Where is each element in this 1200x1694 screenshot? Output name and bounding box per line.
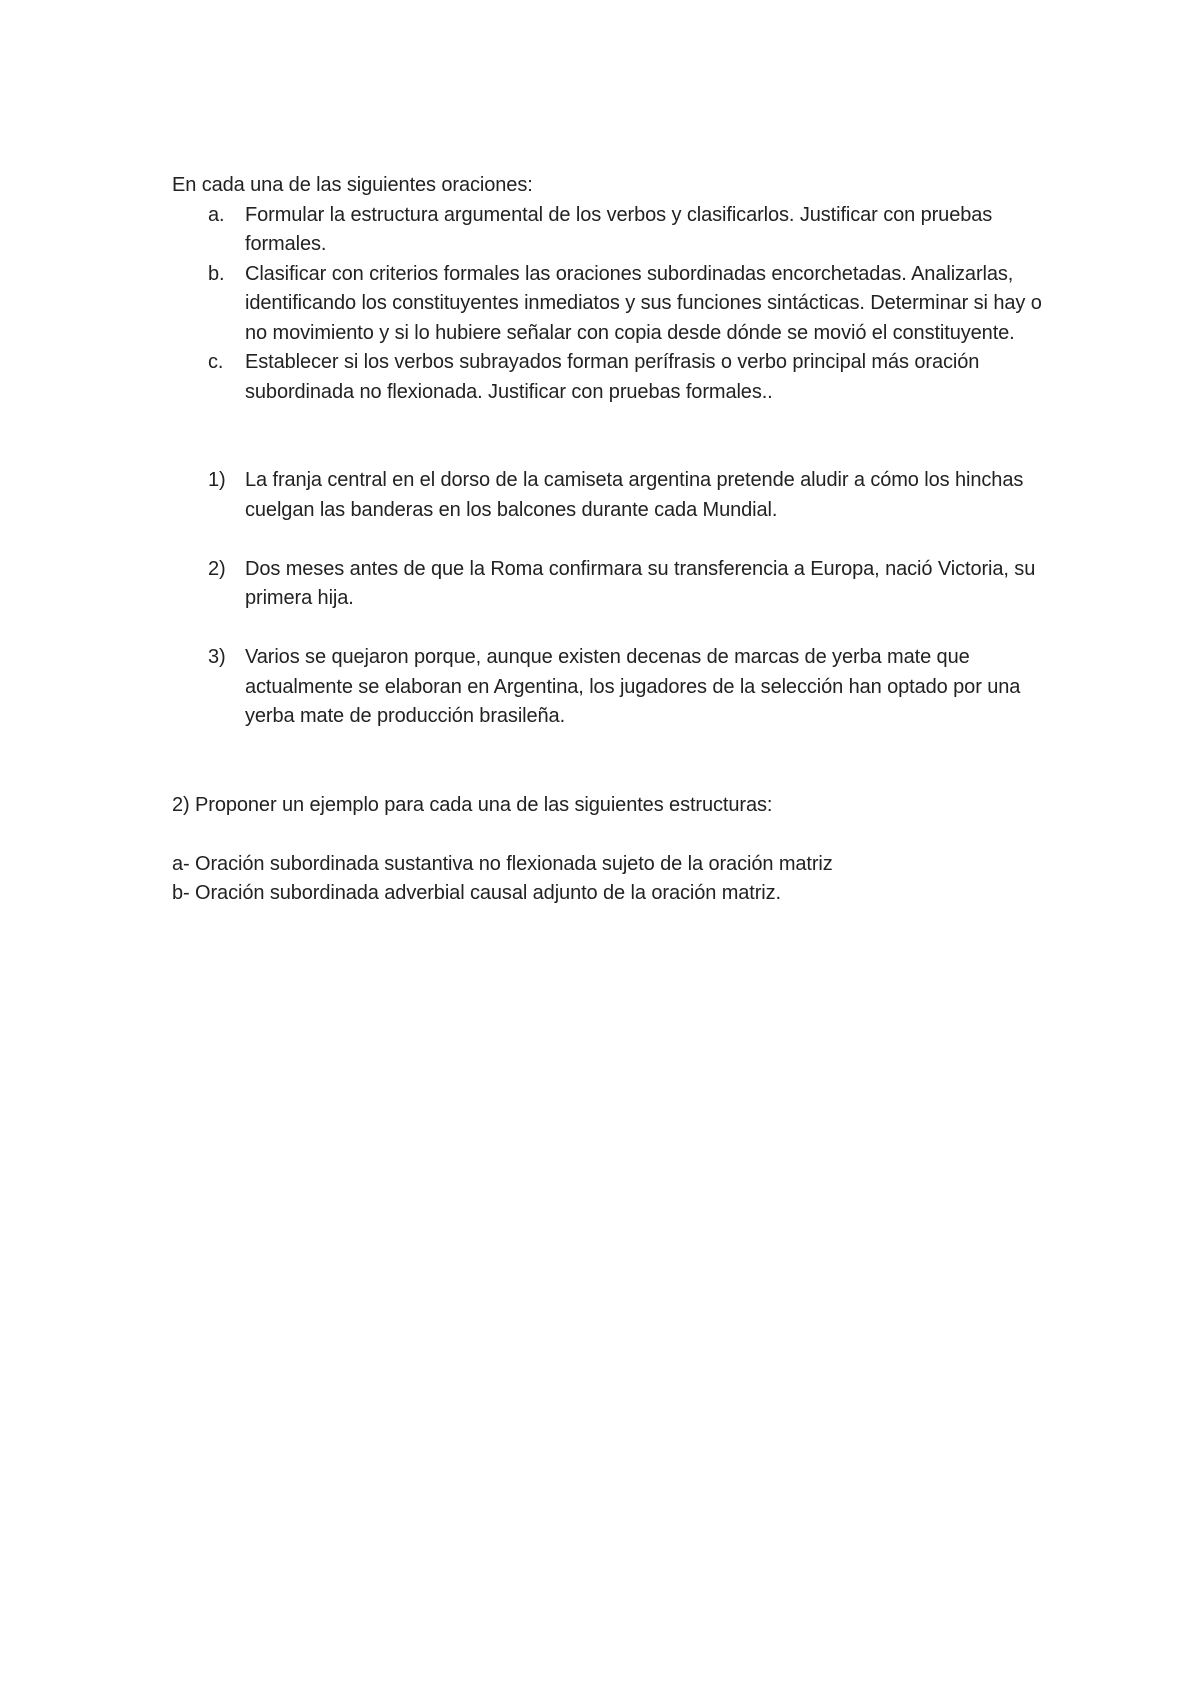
sentence-list (172, 466, 1052, 732)
instruction-text: Establecer si los verbos subrayados forman perífrasis o verbo principal más oración subordinada no flexionada. Justificar con pruebas formales.. (245, 351, 980, 403)
instruction-marker: b. (208, 262, 225, 285)
instruction-item-c (172, 348, 1052, 407)
sentence-text: Varios se quejaron porque, aunque existen decenas de marcas de yerba mate que actualmente se elaboran en Argentina, los jugadores de la selección han optado por una yerba mate de producción brasileña. (245, 646, 1021, 727)
instruction-marker: a. (208, 203, 225, 226)
sentence-marker: 1) (208, 469, 226, 491)
spacer (172, 761, 1052, 791)
instruction-marker: c. (208, 351, 224, 373)
sentence-text: La franja central en el dorso de la camiseta argentina pretende aludir a cómo los hinchas cuelgan las banderas en los balcones durante cada Mundial. (245, 469, 1024, 521)
instruction-item-a (172, 201, 1052, 260)
spacer (172, 820, 1052, 850)
instruction-text: Clasificar con criterios formales las oraciones subordinadas encorchetadas. Analizarlas, identificando los constituyentes inmediatos y sus funciones sintácticas. Determinar si hay o no movimiento y si lo hubiere señalar con copia desde dónde se movió el constituyente. (245, 262, 1042, 344)
sentence-item-1 (172, 466, 1052, 525)
sentence-marker: 2) (208, 557, 226, 580)
sentence-text: Dos meses antes de que la Roma confirmara su transferencia a Europa, nació Victoria, su primera hija. (245, 557, 1036, 609)
instruction-item-b (172, 260, 1052, 349)
spacer (172, 407, 1052, 466)
sentence-item-2 (172, 555, 1052, 614)
part2-heading: 2) Proponer un ejemplo para cada una de las siguientes estructuras: (172, 793, 773, 816)
sentence-item-3 (172, 643, 1052, 732)
part2-item-a: a- Oración subordinada sustantiva no flexionada sujeto de la oración matriz (172, 852, 833, 875)
document-body (172, 171, 1052, 909)
instruction-text: Formular la estructura argumental de los verbos y clasificarlos. Justificar con pruebas formales. (245, 203, 993, 255)
part2-item-b: b- Oración subordinada adverbial causal adjunto de la oración matriz. (172, 882, 782, 904)
sentence-marker: 3) (208, 646, 226, 668)
intro-text: En cada una de las siguientes oraciones: (172, 174, 533, 196)
instruction-list (172, 201, 1052, 408)
